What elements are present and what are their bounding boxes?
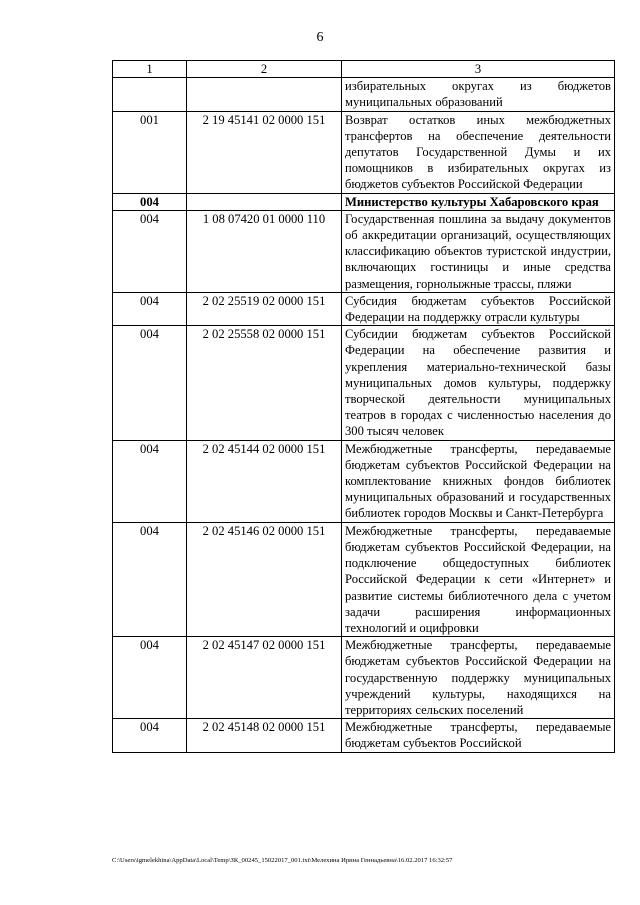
- file-path-footer: C:\Users\igmelekhina\AppData\Local\Temp\ЗК_00245_15022017_001.txt\Мелехина Ирина Геннадьевна\16.02.2017 16:32:57: [112, 857, 453, 864]
- admin-code-cell: 004: [113, 193, 187, 210]
- description-cell: Субсидии бюджетам субъектов Российской Федерации на обеспечение развития и укрепления материально-технической базы муниципальных домов культуры, поддержку творческой деятельности муниципальных театров в городах с численностью населения до 300 тысяч человек: [342, 326, 615, 440]
- admin-code-cell: 004: [113, 326, 187, 440]
- description-cell: Межбюджетные трансферты, передаваемые бюджетам субъектов Российской Федерации на комплектование книжных фондов библиотек муниципальных образований и государственных библиотек городов Москвы и Санкт-Петербурга: [342, 440, 615, 522]
- table-row: [113, 440, 615, 522]
- table-header-row: [113, 61, 615, 78]
- description-cell: избирательных округах из бюджетов муниципальных образований: [342, 78, 615, 111]
- table-row: [113, 522, 615, 636]
- admin-code-cell: 004: [113, 210, 187, 292]
- revenue-code-cell: [187, 78, 342, 111]
- column-header-2: 2: [187, 61, 342, 78]
- admin-code-cell: [113, 78, 187, 111]
- admin-code-cell: 001: [113, 111, 187, 193]
- table-row: [113, 193, 615, 210]
- revenue-code-cell: 1 08 07420 01 0000 110: [187, 210, 342, 292]
- revenue-code-cell: 2 02 45147 02 0000 151: [187, 637, 342, 719]
- table-row: [113, 637, 615, 719]
- table-row: [113, 292, 615, 325]
- revenue-code-cell: 2 02 25519 02 0000 151: [187, 292, 342, 325]
- revenue-code-cell: 2 02 45146 02 0000 151: [187, 522, 342, 636]
- table-row: [113, 326, 615, 440]
- revenue-code-cell: 2 19 45141 02 0000 151: [187, 111, 342, 193]
- column-header-1: 1: [113, 61, 187, 78]
- description-cell: Межбюджетные трансферты, передаваемые бюджетам субъектов Российской: [342, 719, 615, 752]
- revenue-code-cell: 2 02 25558 02 0000 151: [187, 326, 342, 440]
- admin-code-cell: 004: [113, 637, 187, 719]
- admin-code-cell: 004: [113, 292, 187, 325]
- table-row: [113, 78, 615, 111]
- admin-code-cell: 004: [113, 522, 187, 636]
- table-row: [113, 111, 615, 193]
- table-row: [113, 719, 615, 752]
- budget-codes-table: [112, 60, 615, 753]
- revenue-code-cell: [187, 193, 342, 210]
- column-header-3: 3: [342, 61, 615, 78]
- description-cell: Министерство культуры Хабаровского края: [342, 193, 615, 210]
- description-cell: Государственная пошлина за выдачу документов об аккредитации организаций, осуществляющих классификацию объектов туристской индустрии, включающих гостиницы и иные средства размещения, горнолыжные трассы, пляжи: [342, 210, 615, 292]
- description-cell: Субсидия бюджетам субъектов Российской Федерации на поддержку отрасли культуры: [342, 292, 615, 325]
- admin-code-cell: 004: [113, 440, 187, 522]
- description-cell: Межбюджетные трансферты, передаваемые бюджетам субъектов Российской Федерации, на подключение общедоступных библиотек Российской Федерации к сети «Интернет» и развитие системы библиотечного дела с учетом задачи расширения информационных технологий и оцифровки: [342, 522, 615, 636]
- admin-code-cell: 004: [113, 719, 187, 752]
- table-row: [113, 210, 615, 292]
- page-number: 6: [316, 30, 324, 45]
- revenue-code-cell: 2 02 45144 02 0000 151: [187, 440, 342, 522]
- description-cell: Межбюджетные трансферты, передаваемые бюджетам субъектов Российской Федерации на государственную поддержку муниципальных учреждений культуры, находящихся на территориях сельских поселений: [342, 637, 615, 719]
- revenue-code-cell: 2 02 45148 02 0000 151: [187, 719, 342, 752]
- description-cell: Возврат остатков иных межбюджетных трансфертов на обеспечение деятельности депутатов Государственной Думы и их помощников в избирательных округах из бюджетов субъектов Российской Федерации: [342, 111, 615, 193]
